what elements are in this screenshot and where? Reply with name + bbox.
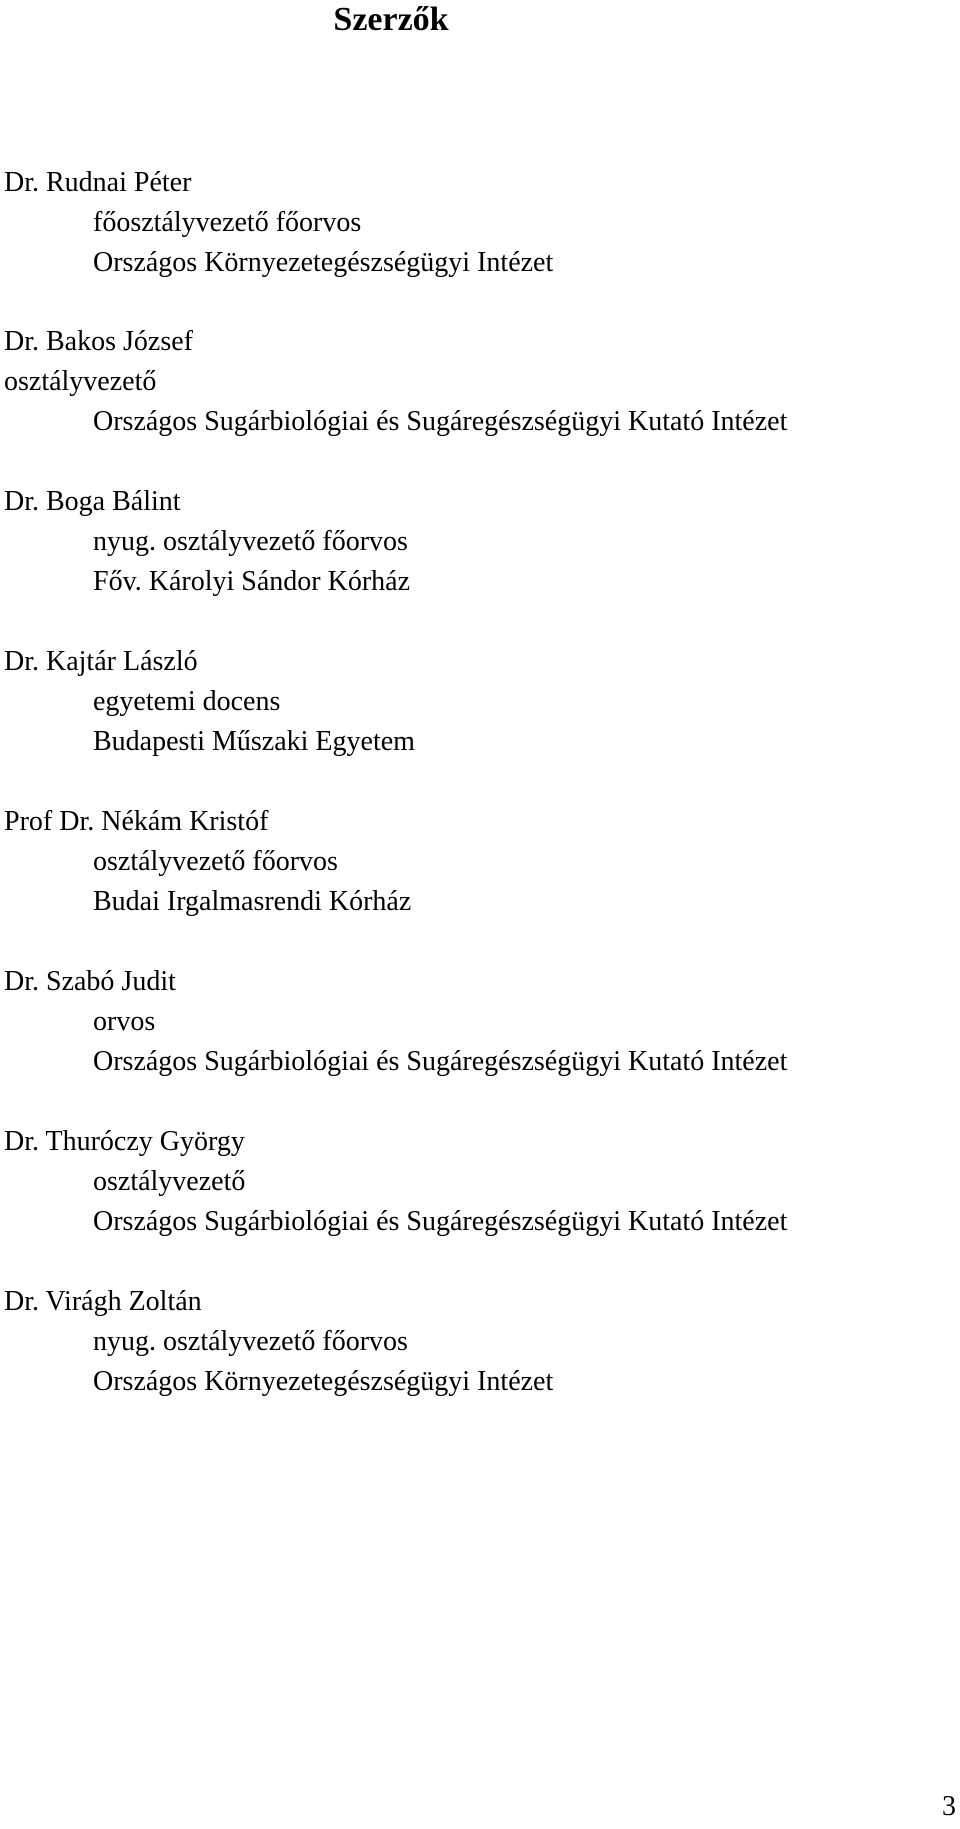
author-name: Dr. Boga Bálint [4,486,181,517]
author-position: orvos [93,1006,156,1037]
author-position: nyug. osztályvezető főorvos [93,1326,408,1357]
page-number: 3 [942,1791,956,1822]
author-institution: Budapesti Műszaki Egyetem [93,726,415,757]
author-institution: Országos Sugárbiológiai és Sugáregészségügyi Kutató Intézet [93,406,788,437]
author-position: osztályvezető főorvos [93,846,338,877]
author-entry [4,322,787,442]
page-title: Szerzők [333,1,449,38]
author-entry [4,163,553,283]
author-name: Dr. Szabó Judit [4,966,176,997]
author-position: főosztályvezető főorvos [93,207,362,238]
author-name: Dr. Thuróczy György [4,1126,245,1157]
author-institution: Országos Sugárbiológiai és Sugáregészségügyi Kutató Intézet [93,1046,788,1077]
author-position: egyetemi docens [93,686,281,717]
author-entry [4,1122,787,1242]
author-institution: Országos Környezetegészségügyi Intézet [93,247,554,278]
author-name: Dr. Virágh Zoltán [4,1286,202,1317]
author-name: Dr. Rudnai Péter [4,167,192,198]
author-entry [4,482,410,602]
author-institution: Országos Környezetegészségügyi Intézet [93,1366,554,1397]
author-entry [4,962,787,1082]
author-institution: Főv. Károlyi Sándor Kórház [93,566,411,597]
author-position: osztályvezető [4,366,157,397]
author-name: Dr. Kajtár László [4,646,198,677]
author-institution: Országos Sugárbiológiai és Sugáregészségügyi Kutató Intézet [93,1206,788,1237]
author-institution: Budai Irgalmasrendi Kórház [93,886,412,917]
author-entry [4,1282,553,1402]
author-entry [4,642,415,762]
author-name: Dr. Bakos József [4,326,193,357]
author-position: osztályvezető [93,1166,246,1197]
author-entry [4,802,411,922]
author-name: Prof Dr. Nékám Kristóf [4,806,269,837]
author-position: nyug. osztályvezető főorvos [93,526,408,557]
